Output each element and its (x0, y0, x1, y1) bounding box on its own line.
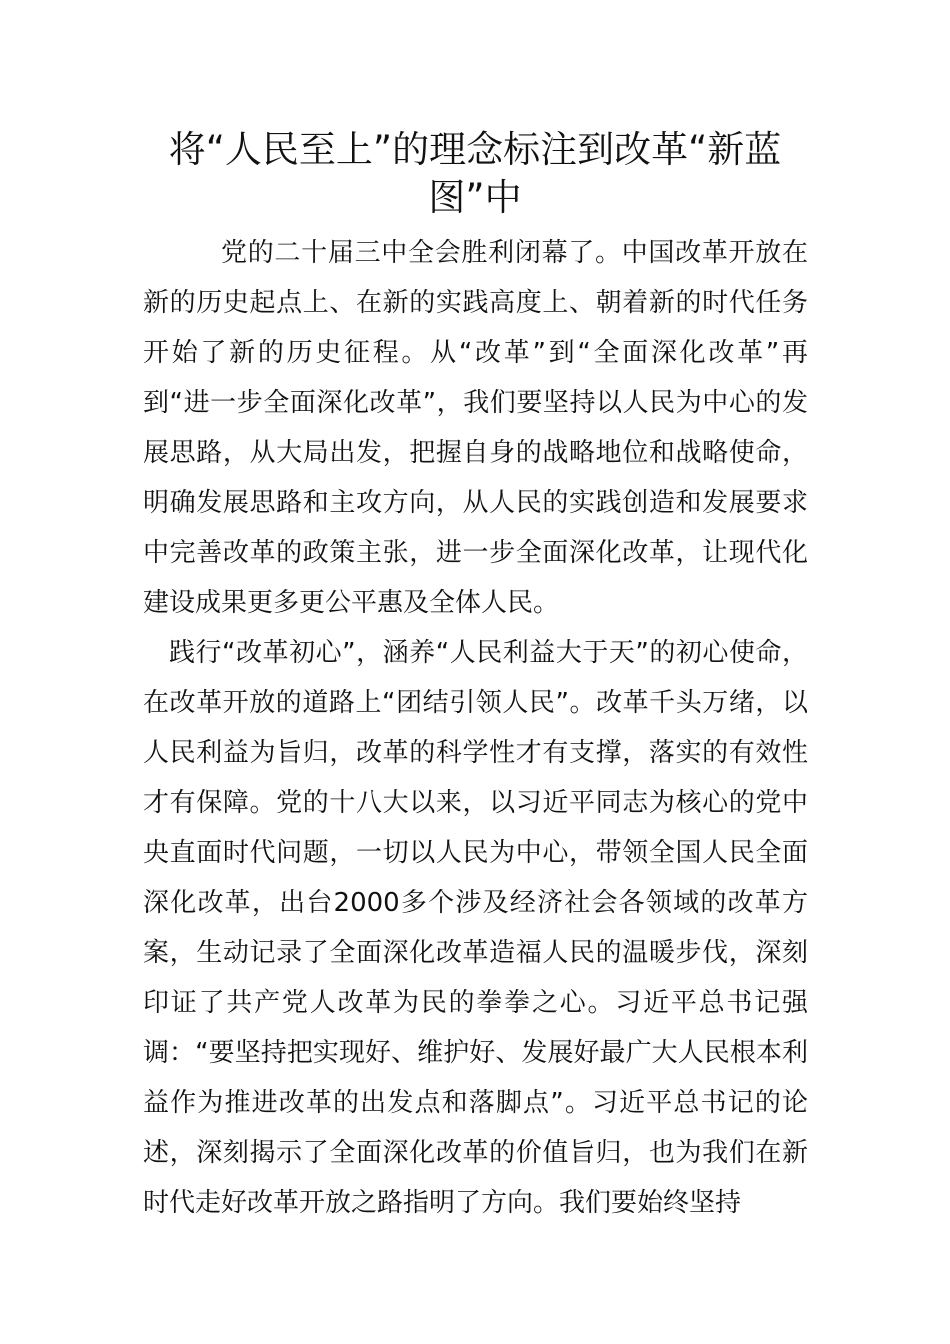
paragraph-1: 党的二十届三中全会胜利闭幕了。中国改革开放在新的历史起点上、在新的实践高度上、朝着新的时代任务开始了新的历史征程。从“改革”到“全面深化改革”再到“进一步全面深化改革”，我们要坚持以人民为中心的发展思路，从大局出发，把握自身的战略地位和战略使命，明确发展思路和主攻方向，从人民的实践创造和发展要求中完善改革的政策主张，进一步全面深化改革，让现代化建设成果更多更公平惠及全体人民。 (143, 238, 808, 618)
document-title: 将“人民至上”的理念标注到改革“新蓝图”中 (168, 128, 782, 219)
document-body (143, 228, 808, 1228)
paragraph-2: 践行“改革初心”，涵养“人民利益大于天”的初心使命，在改革开放的道路上“团结引领人民”。改革千头万绪，以人民利益为旨归，改革的科学性才有支撑，落实的有效性才有保障。党的十八大以来，以习近平同志为核心的党中央直面时代问题，一切以人民为中心，带领全国人民全面深化改革，出台2000多个涉及经济社会各领域的改革方案，生动记录了全面深化改革造福人民的温暖步伐，深刻印证了共产党人改革为民的拳拳之心。习近平总书记强调：“要坚持把实现好、维护好、发展好最广大人民根本利益作为推进改革的出发点和落脚点”。习近平总书记的论述，深刻揭示了全面深化改革的价值旨归，也为我们在新时代走好改革开放之路指明了方向。我们要始终坚持 (143, 638, 808, 1218)
